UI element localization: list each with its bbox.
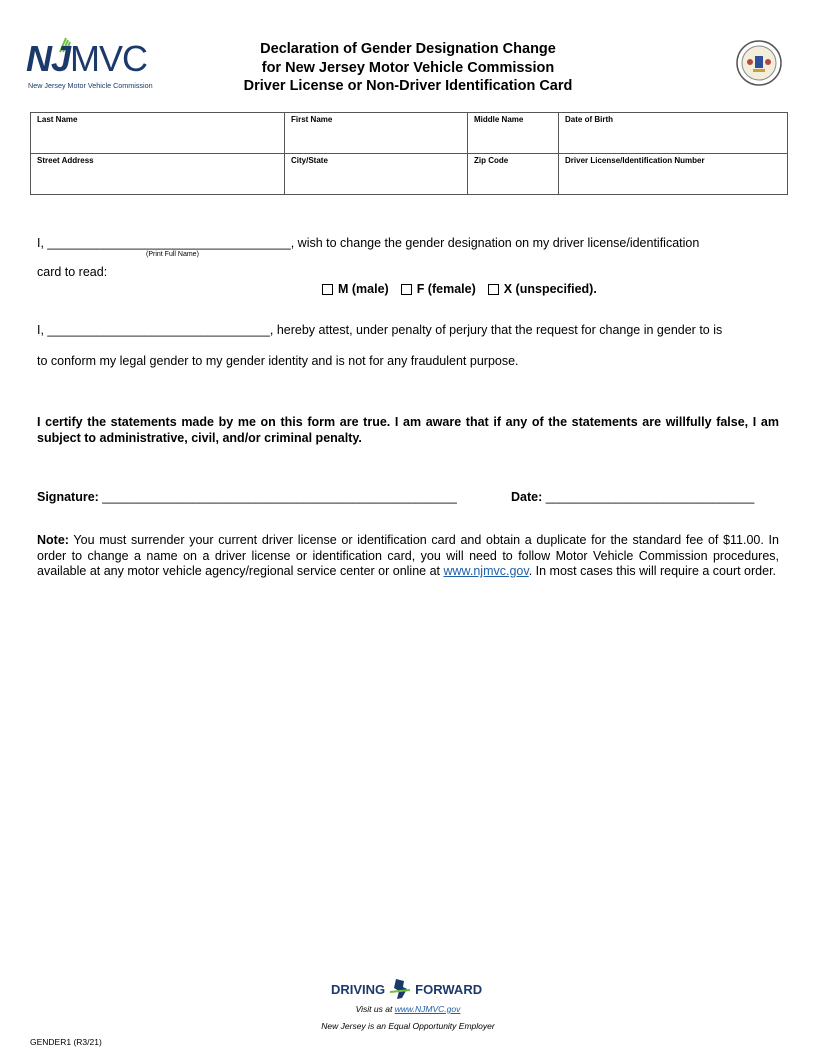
title-line-1: Declaration of Gender Designation Change bbox=[260, 41, 556, 57]
gender-unspecified-label: X (unspecified). bbox=[503, 282, 597, 296]
middle-name-field[interactable] bbox=[468, 113, 559, 154]
logo-nj: NJ bbox=[26, 38, 71, 79]
njmvc-link[interactable]: www.njmvc.gov bbox=[443, 564, 529, 578]
signature-line[interactable]: ___________________________________________________ bbox=[102, 490, 457, 504]
middle-name-label: Middle Name bbox=[474, 115, 524, 124]
signature-row bbox=[37, 490, 457, 505]
njmvc-logo bbox=[26, 38, 154, 94]
city-state-field[interactable] bbox=[285, 154, 468, 195]
statement2-line2: to conform my legal gender to my gender identity and is not for any fraudulent purpose. bbox=[37, 354, 519, 368]
form-id: GENDER1 (R3/21) bbox=[30, 1037, 102, 1047]
first-name-field[interactable] bbox=[285, 113, 468, 154]
gender-options bbox=[322, 282, 609, 296]
driving-forward-logo bbox=[331, 976, 491, 1002]
last-name-field[interactable] bbox=[31, 113, 285, 154]
license-number-label: Driver License/Identification Number bbox=[565, 156, 705, 165]
logo-mvc: MVC bbox=[70, 38, 148, 79]
date-label: Date: bbox=[511, 490, 546, 504]
first-name-label: First Name bbox=[291, 115, 333, 124]
note-text-1: You must surrender your current driver license or identification card and obtain a duplicate for the standard fee of $11.00. In order to change a name on a driver license or identification card, you will need to follow Motor Vehicle Commission procedures, available at any motor vehicle agency/regional service center or online at bbox=[37, 533, 779, 578]
signature-label: Signature: bbox=[37, 490, 103, 504]
date-row bbox=[511, 490, 754, 505]
note-text-2: . In most cases this will require a court order. bbox=[528, 564, 777, 578]
date-line[interactable]: ______________________________ bbox=[545, 490, 755, 504]
title-line-3: Driver License or Non-Driver Identification Card bbox=[243, 78, 573, 94]
checkbox-male[interactable] bbox=[322, 284, 333, 295]
gender-male-label: M (male) bbox=[338, 282, 389, 296]
certification-text: I certify the statements made by me on this form are true. I am aware that if any of the statements are willfully false, I am subject to administrative, civil, and/or criminal penalty. bbox=[37, 415, 779, 445]
print-full-name-hint: (Print Full Name) bbox=[146, 251, 199, 258]
visit-prefix: Visit us at bbox=[355, 1004, 395, 1014]
date-of-birth-label: Date of Birth bbox=[565, 115, 613, 124]
checkbox-female[interactable] bbox=[401, 284, 412, 295]
footer-visit bbox=[0, 1004, 816, 1014]
footer-driving: DRIVING bbox=[331, 981, 386, 997]
statement1-continuation: card to read: bbox=[37, 265, 108, 279]
street-address-label: Street Address bbox=[37, 156, 94, 165]
license-number-field[interactable] bbox=[559, 154, 788, 195]
gender-female-label: F (female) bbox=[416, 282, 476, 296]
street-address-field[interactable] bbox=[31, 154, 285, 195]
logo-subtitle: New Jersey Motor Vehicle Commission bbox=[28, 81, 153, 90]
gender-option-female[interactable] bbox=[401, 282, 476, 296]
title-line-2: for New Jersey Motor Vehicle Commission bbox=[261, 59, 555, 76]
note-paragraph bbox=[37, 533, 779, 580]
nj-map-icon bbox=[388, 978, 412, 1000]
city-state-label: City/State bbox=[291, 156, 328, 165]
date-of-birth-field[interactable] bbox=[559, 113, 788, 154]
statement2-line1: I, ________________________________, hereby attest, under penalty of perjury that the request for change in gender to is bbox=[37, 323, 723, 337]
nj-state-seal-icon bbox=[736, 40, 782, 86]
applicant-info-table bbox=[30, 112, 788, 195]
zip-code-label: Zip Code bbox=[474, 156, 509, 165]
statement1-line: I, ___________________________________, wish to change the gender designation on my driver license/identification bbox=[37, 236, 700, 250]
note-label: Note: bbox=[37, 533, 69, 547]
equal-opportunity-text: New Jersey is an Equal Opportunity Employer bbox=[321, 1021, 495, 1031]
checkbox-unspecified[interactable] bbox=[488, 284, 499, 295]
footer-link[interactable]: www.NJMVC.gov bbox=[394, 1004, 461, 1014]
last-name-label: Last Name bbox=[37, 115, 78, 124]
gender-option-unspecified[interactable] bbox=[488, 282, 597, 296]
form-title bbox=[150, 40, 666, 96]
footer-forward: FORWARD bbox=[415, 981, 483, 997]
zip-code-field[interactable] bbox=[468, 154, 559, 195]
gender-option-male[interactable] bbox=[322, 282, 389, 296]
